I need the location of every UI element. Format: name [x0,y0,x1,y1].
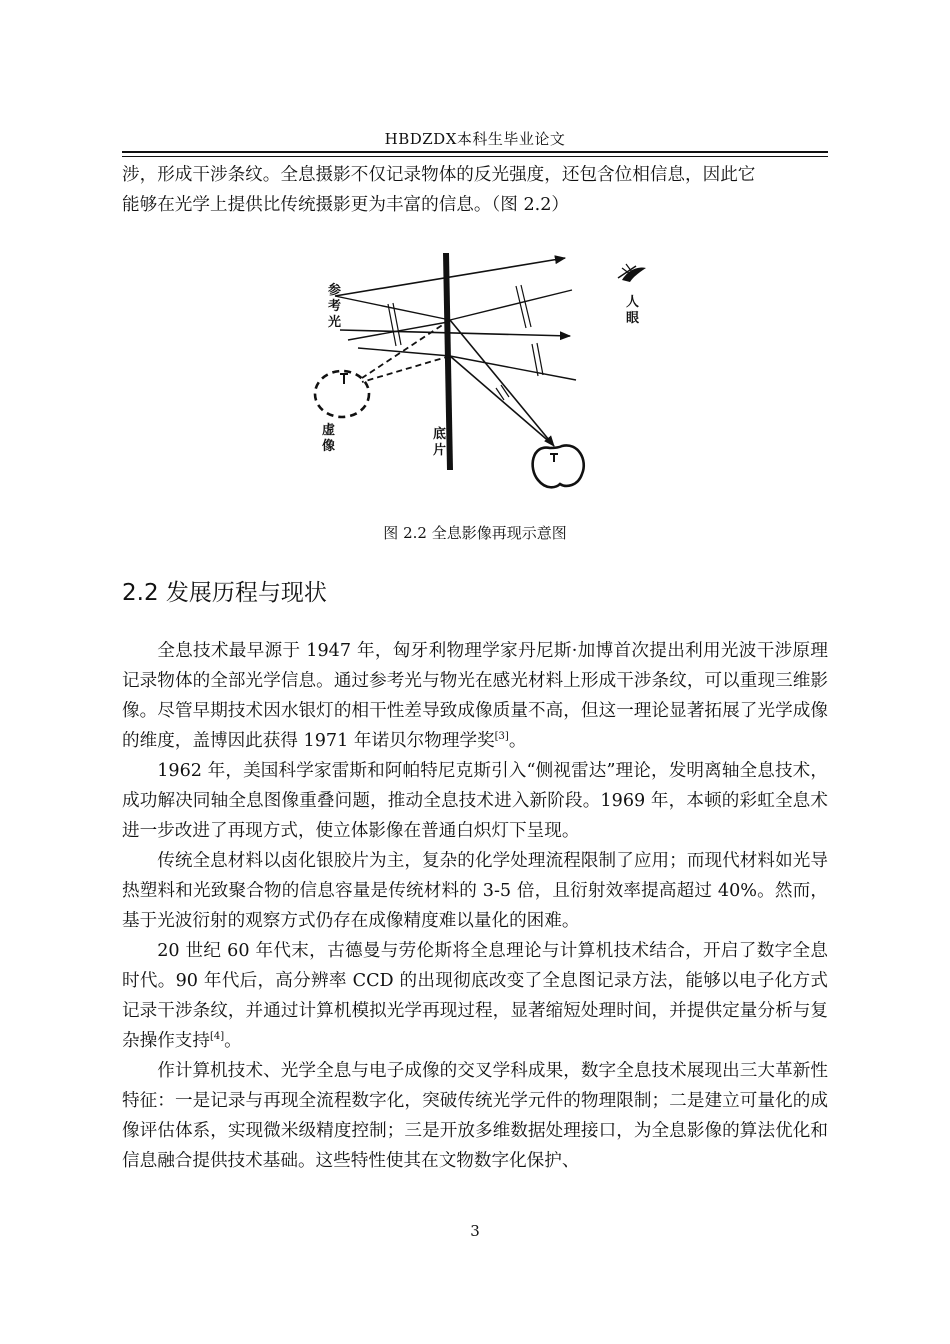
diff-beam-1 [450,290,572,320]
real-object-apple [533,445,584,487]
header-rule-thin [122,156,828,157]
human-eye-label-2: 眼 [626,311,640,326]
film-plate [446,253,450,470]
section-title: 2.2 发展历程与现状 [122,580,327,606]
virtual-image-label-1: 虚 [322,423,336,438]
paragraph-1: 全息技术最早源于 1947 年，匈牙利物理学家丹尼斯·加博首次提出利用光波干涉原理记录物体的全部光学信息。通过参考光与物光在感光材料上形成干涉条纹，可以重现三维影像。尽管早期技术因水银灯的相干性差导致成像质量不高，但这一理论显著拓展了光学成像的维度，盖博因此获得 1971 年诺贝尔物理学奖[3]。 [122,641,828,751]
ref-beam-c [358,348,450,356]
eye-icon [618,264,646,282]
ref-beam-top [335,258,565,296]
ref-light-label-3: 光 [328,315,342,330]
ref-beam-a [335,296,450,320]
figure-caption: 图 2.2 全息影像再现示意图 [383,524,567,542]
paragraph-2: 1962 年，美国科学家雷斯和阿帕特尼克斯引入“侧视雷达”理论，发明离轴全息技术，成功解决同轴全息图像重叠问题，推动全息技术进入新阶段。1969 年，本顿的彩虹全息术进一步改进了再现方式，使立体影像在普通白炽灯下呈现。 [122,761,828,841]
virtual-ray-2 [362,356,450,382]
paragraph-5: 作计算机技术、光学全息与电子成像的交叉学科成果，数字全息技术展现出三大革新性特征：一是记录与再现全流程数字化，突破传统光学元件的物理限制；二是建立可量化的成像评估体系，实现微米级精度控制；三是开放多维数据处理接口，为全息影像的算法优化和信息融合提供技术基础。这些特性使其在文物数字化保护、 [122,1061,828,1171]
citation-3: [3] [494,731,509,743]
intro-line-1: 涉，形成干涉条纹。全息摄影不仅记录物体的反光强度，还包含位相信息，因此它 [122,165,756,185]
virtual-image-apple [315,371,369,417]
object-beam-1 [450,320,554,446]
human-eye-label-1: 人 [626,295,640,310]
paragraph-3: 传统全息材料以卤化银胶片为主，复杂的化学处理流程限制了应用；而现代材料如光导热塑料和光致聚合物的信息容量是传统材料的 3-5 倍，且衍射效率提高超过 40%。然而，基于光波衍射的观察方式仍存在成像精度难以量化的困难。 [122,851,828,931]
intro-paragraph [122,160,828,220]
virtual-image-label-2: 像 [322,439,336,454]
citation-4: [4] [209,1031,225,1043]
header-rule-thick [122,151,828,153]
film-label-1: 底 [433,427,447,442]
ref-light-label-1: 参 [328,283,342,298]
section-body [122,636,828,1176]
hologram-reconstruction-diagram [300,248,660,498]
film-label-2: 片 [433,443,447,458]
ref-light-label-2: 考 [328,299,342,314]
page-header: HBDZDX本科生毕业论文 [384,130,566,148]
page-number: 3 [470,1222,480,1240]
diff-beam-2 [450,356,576,380]
intro-line-2: 能够在光学上提供比传统摄影更为丰富的信息。（图 2.2） [122,195,570,215]
paragraph-4: 20 世纪 60 年代末，古德曼与劳伦斯将全息理论与计算机技术结合，开启了数字全息时代。90 年代后，高分辨率 CCD 的出现彻底改变了全息图记录方法，能够以电子化方式记录干涉条纹，并通过计算机模拟光学再现过程，显著缩短处理时间，并提供定量分析与复杂操作支持[4]。 [122,941,828,1051]
